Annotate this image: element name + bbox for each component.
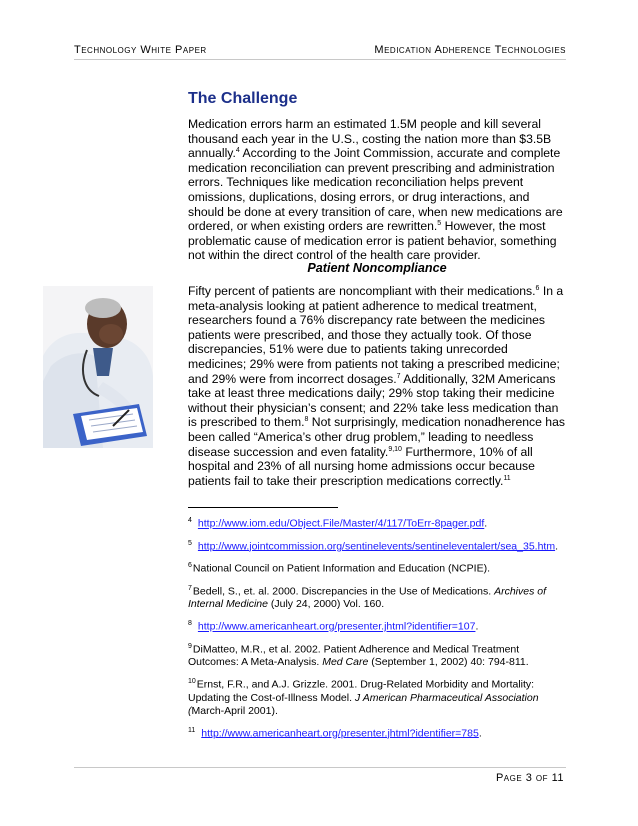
footnote-10: $^{10}$Ernst, F.R., and A.J. Grizzle. 2001. Drug-Related Morbidity and Mortality: Updating the Cost-of-Illness Model. J American Pharmaceutical Association (March-April 2001). [188, 678, 539, 717]
footer-rule [74, 767, 566, 768]
footnote-ref-8[interactable]: 8 [304, 416, 309, 424]
page-number: Page 3 of 11 [495, 772, 564, 784]
footnote-11: $^{11}$ http://www.americanheart.org/presenter.jhtml?identifier=785. [188, 726, 482, 739]
footnote-11-link[interactable]: http://www.americanheart.org/presenter.jhtml?identifier=785 [201, 727, 479, 739]
header-right: Medication Adherence Technologies [374, 44, 566, 56]
footnote-5-link[interactable]: http://www.jointcommission.org/sentinelevents/sentineleventalert/sea_35.htm [197, 540, 556, 552]
footnote-4-link[interactable]: http://www.iom.edu/Object.File/Master/4/117/ToErr-8pager.pdf [197, 517, 485, 530]
footnote-8: $^8$ http://www.americanheart.org/presenter.jhtml?identifier=107. [188, 620, 479, 633]
challenge-paragraph: Medication errors harm an estimated 1.5M people and kill several thousand each year in the U.S., costing the nation more than $3.5B annually.$^4$ According to the Joint Commission, accurate and complete medication reconciliation can prevent prescribing and administration errors. Techniques like medication reconciliation helps prevent omissions, duplications, dosing errors, or drug interactions, and should be done at every transition of care, when new medications are ordered, or when existing orders are rewritten.$^5$ However, the most problematic cause of medication error is patient behavior, something not within the direct control of the health care provider. [188, 117, 563, 263]
footnote-7: $^7$Bedell, S., et. al. 2000. Discrepancies in the Use of Medications. Archives of Internal Medicine (July 24, 2000) Vol. 160. [188, 584, 547, 610]
footnote-separator [188, 507, 338, 508]
footnote-4: $^4$ http://www.iom.edu/Object.File/Master/4/117/ToErr-8pager.pdf. [188, 517, 488, 530]
subheading: Patient Noncompliance [307, 261, 447, 275]
header-rule [74, 59, 566, 60]
footnote-ref-6[interactable]: 6 [535, 284, 540, 292]
section-title: The Challenge [188, 90, 298, 107]
footnote-ref-7[interactable]: 7 [396, 372, 401, 380]
footnote-ref-5[interactable]: 5 [437, 220, 442, 228]
noncompliance-paragraph: Fifty percent of patients are noncompliant with their medications.$^6$ In a meta-analysis looking at patient adherence to medical treatment, researchers found a 76% discrepancy rate between the medicines patients were prescribed, and those they actually took. Of those discrepancies, 51% were due to patients taking unrecorded medicines; 29% were from patients not taking a prescribed medicine; and 29% were from incorrect dosages.$^7$ Additionally, 32M Americans take at least three medications daily; 29% stop taking their medicine without their physician’s consent; and 22% take less medication than is prescribed to them.$^8$ Not surprisingly, medication nonadherence has been called “America’s other drug problem,” leading to needless disease succession and even fatality.$^{9,10}$ Furthermore, 10% of all hospital and 23% of all nursing home admissions occur because patients fail to take their prescription medications correctly.$^{11}$ [188, 284, 565, 488]
footnote-8-link[interactable]: http://www.americanheart.org/presenter.jhtml?identifier=107 [197, 620, 476, 633]
footnotes [188, 514, 558, 746]
footnote-5: $^5$ http://www.jointcommission.org/sentinelevents/sentineleventalert/sea_35.htm. [188, 539, 559, 552]
footnote-ref-9-10[interactable]: 9,10 [388, 445, 402, 453]
footnote-ref-4[interactable]: 4 [235, 147, 240, 155]
footnote-ref-11[interactable]: 11 [503, 474, 511, 482]
page-header [74, 44, 566, 58]
footnote-9: $^9$DiMatteo, M.R., et al. 2002. Patient Adherence and Medical Treatment Outcomes: A Meta-Analysis. Med Care (September 1, 2002) 40: 794-811. [188, 642, 529, 668]
header-left: Technology White Paper [74, 44, 207, 56]
doctor-photo [43, 286, 153, 448]
footnote-6: $^6$National Council on Patient Information and Education (NCPIE). [188, 562, 490, 575]
